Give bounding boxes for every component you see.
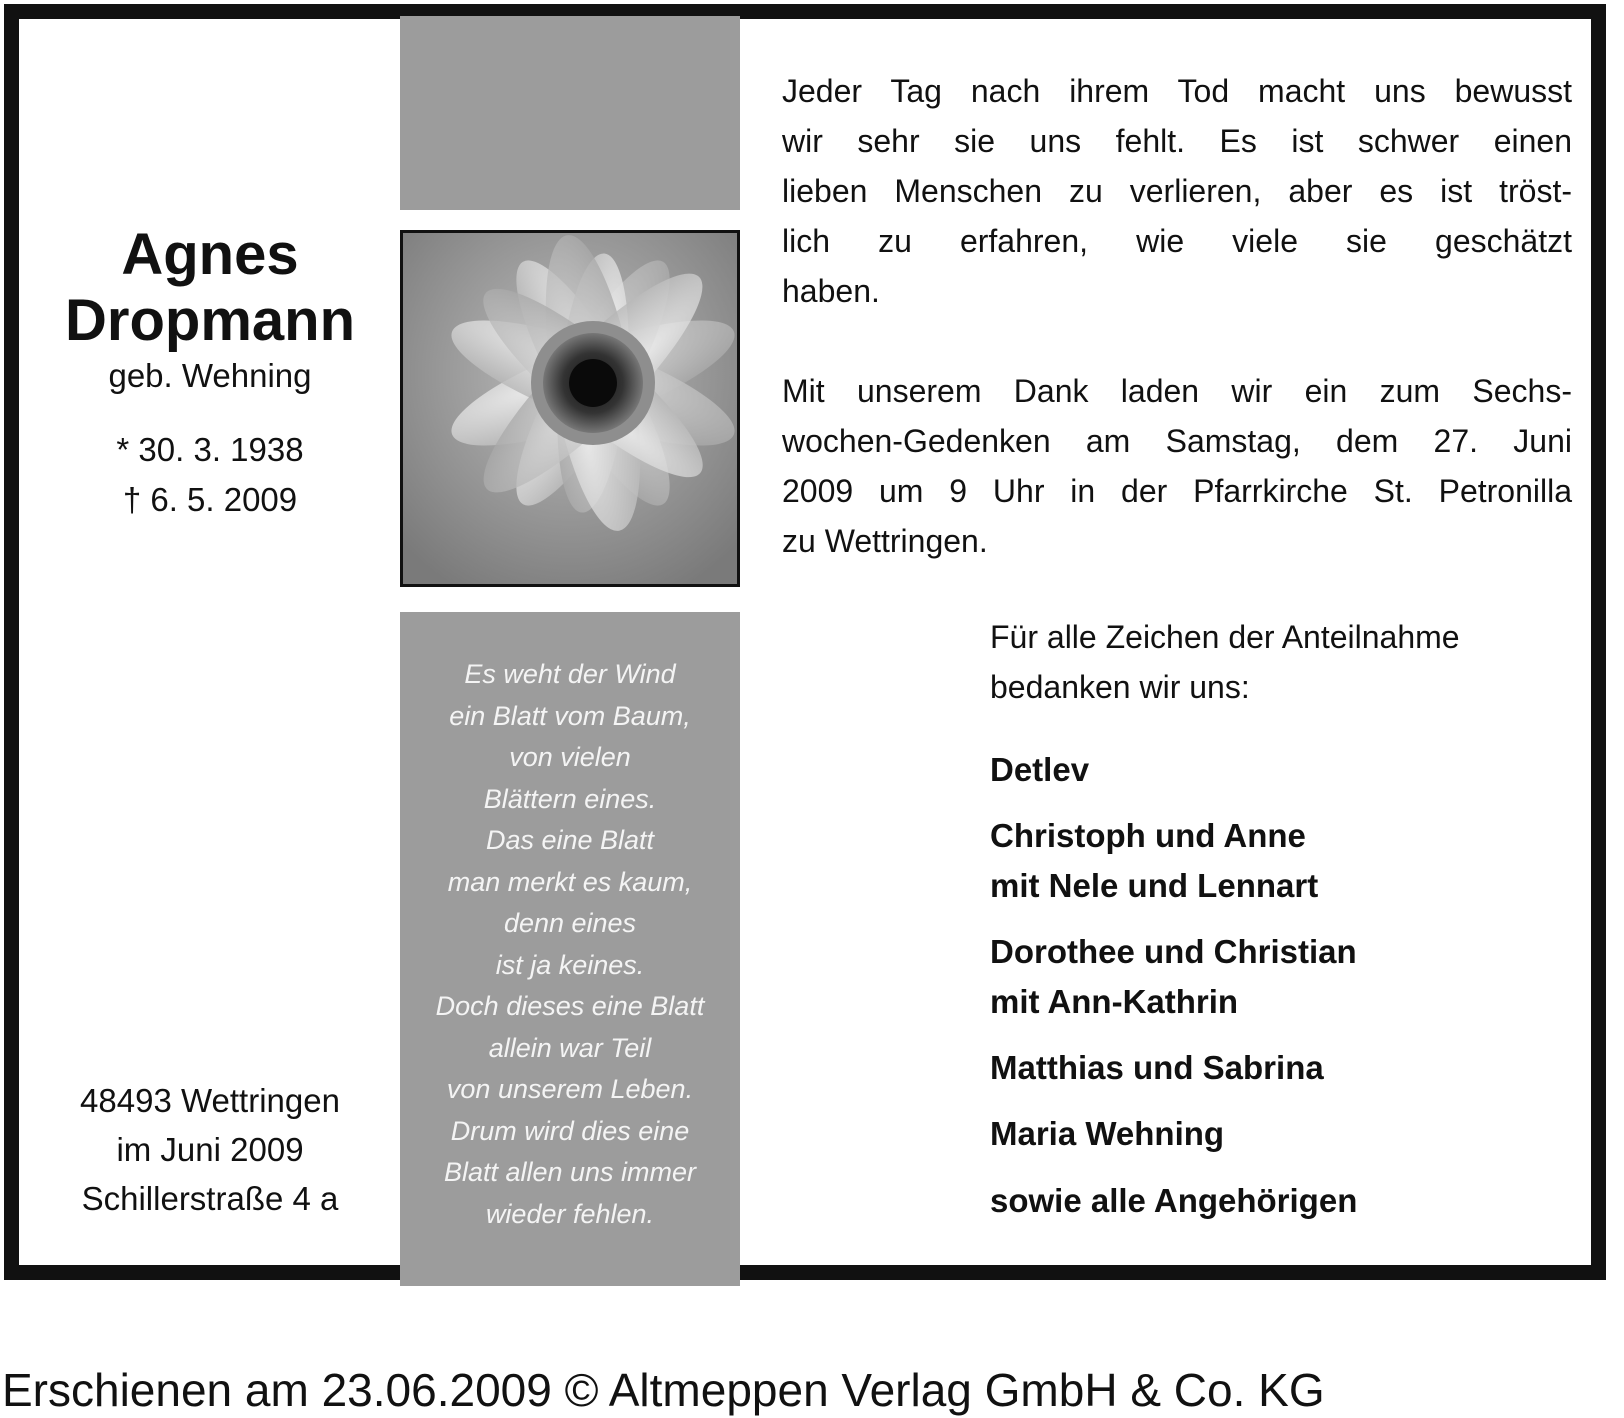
- poem-line: Doch dieses eine Blatt: [435, 991, 705, 1021]
- poem-line: Es weht der Wind: [464, 659, 676, 689]
- paragraph-line: lieben Menschen zu verlieren, aber es ist tröst-: [782, 173, 1572, 209]
- thanks-line: Für alle Zeichen der Anteilnahme: [990, 619, 1460, 655]
- paragraph-condolence: [782, 66, 1572, 316]
- maiden-name: geb. Wehning: [108, 357, 312, 394]
- flower-photo: [400, 230, 740, 587]
- poem-line: Drum wird dies eine: [450, 1115, 690, 1146]
- paragraph-line: Jeder Tag nach ihrem Tod macht uns bewusst: [782, 73, 1572, 109]
- signer: Detlev: [990, 751, 1090, 788]
- paragraph-line: 2009 um 9 Uhr in der Pfarrkirche St. Petronilla: [782, 473, 1572, 509]
- poem-line: ist ja keines.: [495, 949, 645, 980]
- birth-date: * 30. 3. 1938: [116, 431, 304, 468]
- signer: Dorothee und Christian: [990, 933, 1357, 970]
- poem-line: von vielen: [509, 742, 631, 772]
- address-street: Schillerstraße 4 a: [81, 1180, 339, 1217]
- poem-line: ein Blatt vom Baum,: [449, 700, 691, 731]
- poem-line: von unserem Leben.: [446, 1074, 694, 1104]
- signer: mit Ann-Kathrin: [990, 983, 1239, 1020]
- poem-line: wieder fehlen.: [485, 1198, 655, 1229]
- signer: sowie alle Angehörigen: [990, 1182, 1358, 1219]
- publication-footer: Erschienen am 23.06.2009 © Altmeppen Verlag GmbH & Co. KG: [2, 1364, 1325, 1416]
- signer: Christoph und Anne: [990, 817, 1306, 854]
- poem-line: allein war Teil: [488, 1032, 652, 1063]
- address-city: 48493 Wettringen: [80, 1082, 340, 1119]
- address-date: im Juni 2009: [116, 1131, 304, 1168]
- poem-line: Blatt allen uns immer: [443, 1157, 697, 1187]
- paragraph-line: wochen-Gedenken am Samstag, dem 27. Juni: [782, 423, 1572, 459]
- paragraph-line: Mit unserem Dank laden wir ein zum Sechs-: [782, 373, 1572, 409]
- paragraph-line: wir sehr sie uns fehlt. Es ist schwer einen: [782, 123, 1572, 159]
- signer: Maria Wehning: [990, 1115, 1225, 1152]
- thanks-line: bedanken wir uns:: [990, 669, 1250, 705]
- poem-line: man merkt es kaum,: [447, 866, 693, 897]
- poem-line: denn eines: [503, 908, 637, 938]
- poem: [400, 654, 740, 1235]
- death-date: † 6. 5. 2009: [122, 481, 298, 518]
- signer: mit Nele und Lennart: [990, 867, 1319, 904]
- deceased-last-name: Dropmann: [65, 288, 355, 353]
- paragraph-line: haben.: [782, 273, 880, 309]
- paragraph-invitation: [782, 366, 1572, 566]
- paragraph-line: lich zu erfahren, wie viele sie geschätzt: [782, 223, 1572, 259]
- gray-block-top: [400, 16, 740, 210]
- deceased-first-name: Agnes: [121, 222, 299, 287]
- signer: Matthias und Sabrina: [990, 1049, 1324, 1086]
- poem-line: Das eine Blatt: [485, 825, 655, 855]
- paragraph-line: zu Wettringen.: [782, 523, 988, 559]
- poem-line: Blättern eines.: [483, 783, 657, 814]
